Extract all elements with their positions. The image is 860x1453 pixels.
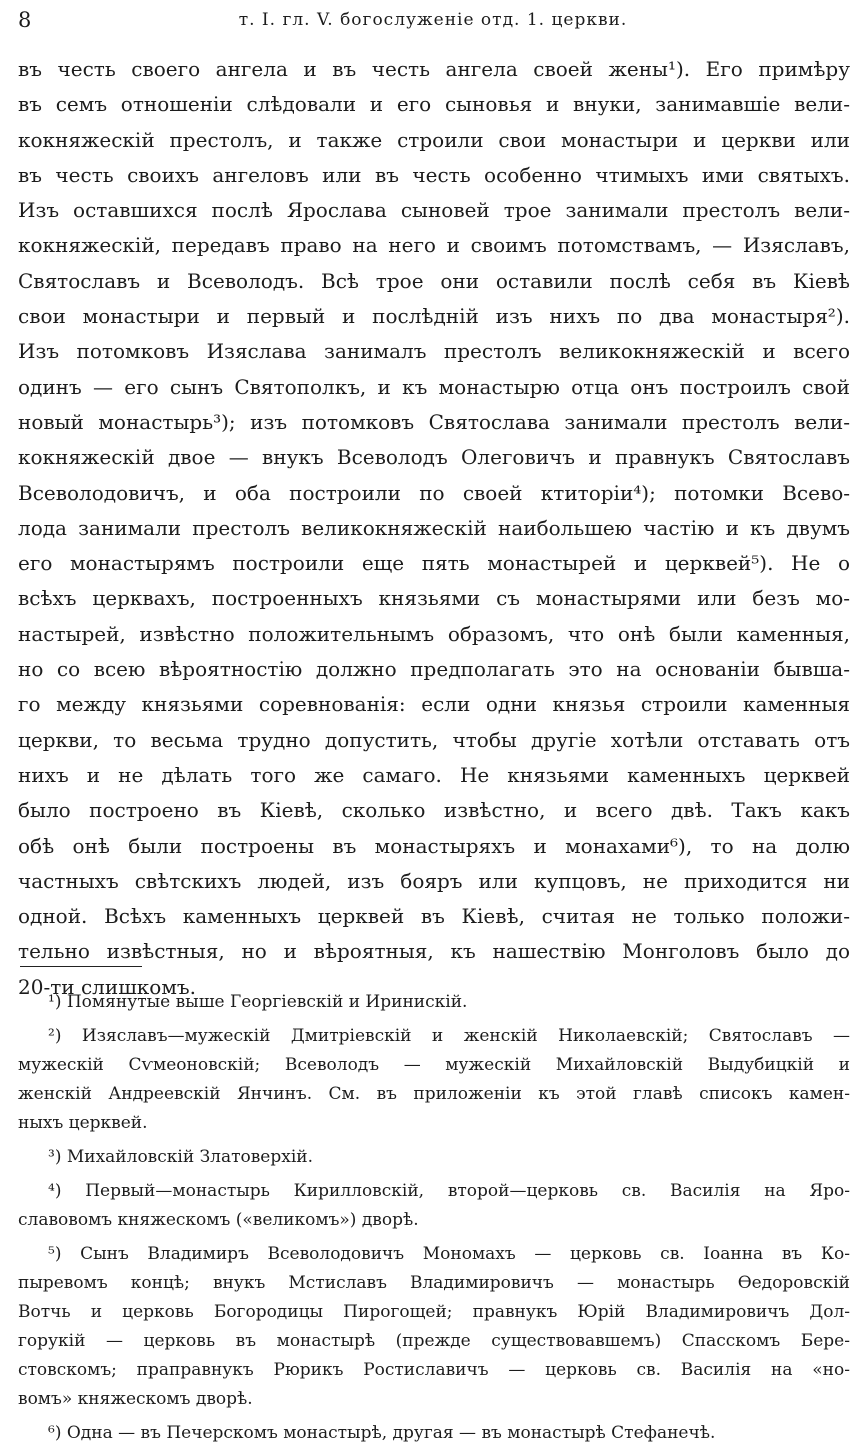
body-line: одной. Всѣхъ каменныхъ церквей въ Кiевѣ, считая не только положи- (18, 904, 850, 929)
footnote-line: ¹) Помянутые выше Георгiевскiй и Иринискiй. (48, 992, 468, 1012)
footnotes (18, 988, 850, 1453)
body-line: тельно извѣстныя, но и вѣроятныя, къ нашествiю Монголовъ было до (18, 939, 850, 964)
body-line: настырей, извѣстно положительнымъ образомъ, что онѣ были каменныя, (18, 621, 850, 646)
page-number: 8 (18, 8, 32, 32)
body-line: 20-ти слишкомъ. (18, 974, 196, 999)
body-line: кокняжескiй престолъ, и также строили свои монастыри и церкви или (18, 127, 850, 152)
body-line: въ честь своего ангела и въ честь ангела своей жены¹). Его примѣру (18, 57, 850, 81)
footnote-line: вомъ» княжескомъ дворѣ. (18, 1389, 253, 1409)
body-line: но со всею вѣроятностiю должно предполагать это на основанiи бывша- (18, 657, 850, 682)
body-line: кокняжескiй, передавъ право на него и своимъ потомствамъ, — Изяславъ, (18, 233, 850, 258)
footnote-line: пыревомъ концѣ; внукъ Мстиславъ Владимировичъ — монастырь Ѳедоровскiй (18, 1273, 850, 1293)
footnote-line: ³) Михайловскiй Златоверхiй. (48, 1147, 314, 1167)
footnote-2 (18, 1022, 850, 1138)
footnote-line: ⁶) Одна — въ Печерскомъ монастырѣ, другая — въ монастырѣ Стефанечѣ. (48, 1423, 716, 1443)
footnote-line: женскiй Андреевскiй Янчинъ. См. въ приложенiи къ этой главѣ списокъ камен- (18, 1084, 850, 1104)
body-line: Изъ оставшихся послѣ Ярослава сыновей трое занимали престолъ вели- (18, 198, 850, 223)
footnote-3 (18, 1143, 850, 1172)
body-line: обѣ онѣ были построены въ монастыряхъ и монахами⁶), то на долю (18, 833, 850, 858)
footnote-line: стовскомъ; праправнукъ Рюрикъ Ростиславичъ — церковь св. Василiя на «но- (18, 1360, 850, 1380)
footnote-5 (18, 1240, 850, 1414)
body-line: нихъ и не дѣлать того же самаго. Не князьями каменныхъ церквей (18, 762, 850, 787)
footnote-divider (20, 966, 142, 967)
body-line: въ честь своихъ ангеловъ или въ честь особенно чтимыхъ ими святыхъ. (18, 162, 850, 187)
body-line: Святославъ и Всеволодъ. Всѣ трое они оставили послѣ себя въ Кiевѣ (18, 268, 850, 293)
footnote-line: ⁵) Сынъ Владимиръ Всеволодовичъ Мономахъ — церковь св. Iоанна въ Ко- (48, 1244, 850, 1264)
body-line: одинъ — его сынъ Святополкъ, и къ монастырю отца онъ построилъ свой (18, 374, 850, 399)
footnote-1 (18, 988, 850, 1017)
body-line: го между князьями соревнованiя: если одни князья строили каменныя (18, 692, 850, 717)
body-line: всѣхъ церквахъ, построенныхъ князьями съ монастырями или безъ мо- (18, 586, 850, 611)
footnote-line: ныхъ церквей. (18, 1113, 148, 1133)
body-line: Всеволодовичъ, и оба построили по своей ктиторiи⁴); потомки Всево- (18, 480, 850, 505)
footnote-line: ²) Изяславъ—мужескiй Дмитрiевскiй и женскiй Николаевскiй; Святославъ — (48, 1026, 850, 1046)
footnote-line: Вотчь и церковь Богородицы Пирогощей; правнукъ Юрiй Владимировичъ Дол- (18, 1302, 850, 1322)
body-line: было построено въ Кiевѣ, сколько извѣстно, и всего двѣ. Такъ какъ (18, 798, 850, 823)
footnote-line: горукiй — церковь въ монастырѣ (прежде существовавшемъ) Спасскомъ Бере- (18, 1331, 850, 1351)
running-head-title: т. I. гл. V. богослуженiе отд. 1. церкви. (238, 10, 628, 30)
footnote-6 (18, 1419, 850, 1448)
footnote-line: мужескiй Сѵмеоновскiй; Всеволодъ — мужескiй Михайловскiй Выдубицкiй и (18, 1055, 850, 1075)
body-line: церкви, то весьма трудно допустить, чтобы другiе хотѣли отставать отъ (18, 727, 850, 752)
body-line: свои монастыри и первый и послѣднiй изъ нихъ по два монастыря²). (18, 304, 850, 329)
body-text (18, 52, 850, 1005)
running-head (18, 8, 848, 38)
body-line: частныхъ свѣтскихъ людей, изъ бояръ или купцовъ, не приходится ни (18, 868, 850, 893)
footnote-line: славовомъ княжескомъ («великомъ») дворѣ. (18, 1210, 419, 1230)
body-line: кокняжескiй двое — внукъ Всеволодъ Олеговичъ и правнукъ Святославъ (18, 445, 850, 470)
footnote-line: ⁴) Первый—монастырь Кирилловскiй, второй—церковь св. Василiя на Яро- (48, 1181, 850, 1201)
body-line: Изъ потомковъ Изяслава занималъ престолъ великокняжескiй и всего (18, 339, 850, 364)
body-line: лода занимали престолъ великокняжескiй наибольшею частiю и къ двумъ (18, 515, 850, 540)
footnote-4 (18, 1177, 850, 1235)
body-line: въ семъ отношенiи слѣдовали и его сыновья и внуки, занимавшiе вели- (18, 92, 850, 117)
body-line: новый монастырь³); изъ потомковъ Святослава занимали престолъ вели- (18, 409, 850, 434)
body-line: его монастырямъ построили еще пять монастырей и церквей⁵). Не о (18, 551, 850, 576)
